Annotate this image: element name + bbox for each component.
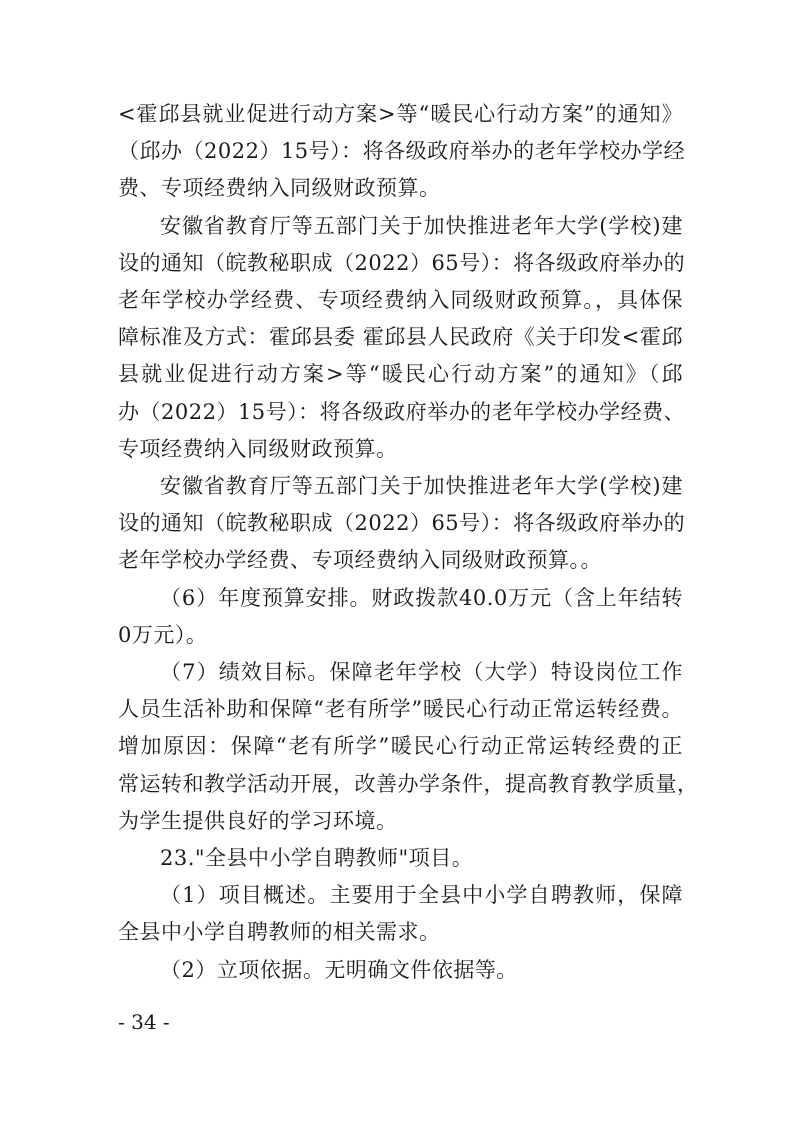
text-line: （邱办（2022）15号）：将各级政府举办的老年学校办学经 <box>118 139 686 163</box>
text-line: 安徽省教育厅等五部门关于加快推进老年大学(学校)建 <box>160 474 683 498</box>
text-line: 常运转和教学活动开展，改善办学条件，提高教育教学质量， <box>118 772 699 796</box>
page-number: - 34 - <box>118 1010 170 1034</box>
text-line: 全县中小学自聘教师的相关需求。 <box>118 920 441 944</box>
text-line: 老年学校办学经费、专项经费纳入同级财政预算。，具体保 <box>118 288 683 312</box>
text-line: 障标准及方式：霍邱县委 霍邱县人民政府《关于印发<霍邱 <box>118 325 683 349</box>
text-line: （2）立项依据。无明确文件依据等。 <box>160 958 518 982</box>
text-line: （6）年度预算安排。财政拨款40.0万元（含上年结转 <box>160 586 683 610</box>
text-line: 设的通知（皖教秘职成（2022）65号）：将各级政府举办的 <box>118 251 686 275</box>
text-line: 为学生提供良好的学习环境。 <box>118 809 398 833</box>
text-line: 设的通知（皖教秘职成（2022）65号）：将各级政府举办的 <box>118 511 686 535</box>
text-line: 办（2022）15号）：将各级政府举办的老年学校办学经费、 <box>118 400 686 424</box>
text-line: 费、专项经费纳入同级财政预算。 <box>118 176 441 200</box>
text-line: 县就业促进行动方案>等“暖民心行动方案”的通知》（邱 <box>118 362 683 386</box>
text-line: 增加原因：保障“老有所学”暖民心行动正常运转经费的正 <box>118 734 683 758</box>
text-line: <霍邱县就业促进行动方案>等“暖民心行动方案”的通知》 <box>118 102 683 126</box>
text-line: 老年学校办学经费、专项经费纳入同级财政预算。。 <box>118 548 602 572</box>
text-line: 专项经费纳入同级财政预算。 <box>118 437 398 461</box>
text-line: 人员生活补助和保障“老有所学”暖民心行动正常运转经费。 <box>118 697 683 721</box>
section-heading: 23."全县中小学自聘教师"项目。 <box>160 846 474 870</box>
text-line: 0万元）。 <box>118 623 208 647</box>
text-line: 安徽省教育厅等五部门关于加快推进老年大学(学校)建 <box>160 214 683 238</box>
text-line: （1）项目概述。主要用于全县中小学自聘教师，保障 <box>160 883 683 907</box>
text-line: （7）绩效目标。保障老年学校（大学）特设岗位工作 <box>160 660 683 684</box>
